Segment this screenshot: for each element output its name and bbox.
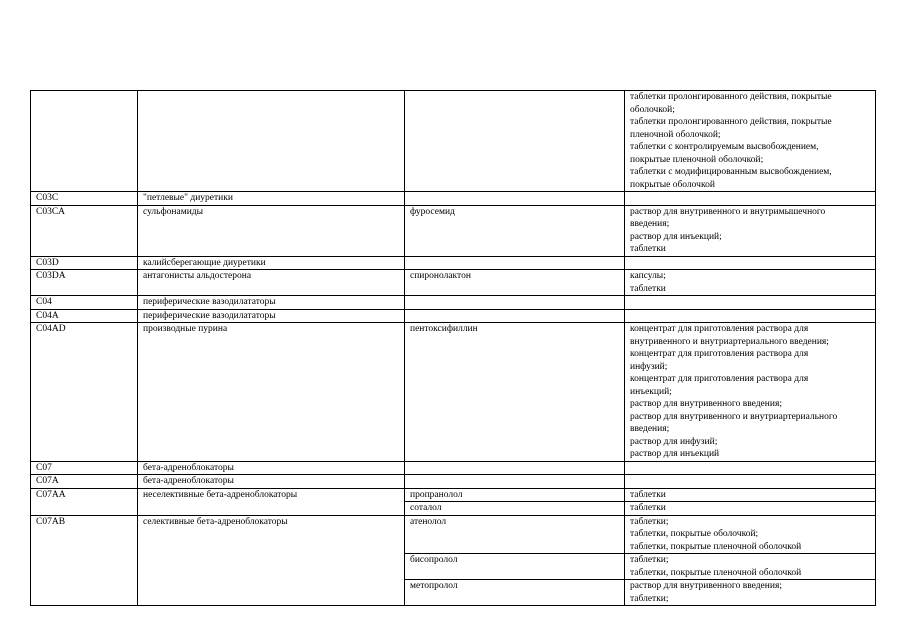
drug-name-cell: пентоксифиллин bbox=[405, 323, 625, 462]
dosage-forms-cell bbox=[625, 296, 876, 310]
dosage-forms-cell bbox=[625, 488, 876, 502]
drug-name-cell: фуросемид bbox=[405, 205, 625, 256]
drug-name-cell bbox=[405, 461, 625, 475]
atc-code-cell: C07 bbox=[31, 461, 138, 475]
dosage-form-line bbox=[630, 462, 870, 475]
dosage-form-line: раствор для внутривенного введения; bbox=[630, 581, 782, 591]
atc-group-cell: "петлевые" диуретики bbox=[138, 192, 405, 206]
dosage-form-line: инъекций; bbox=[630, 386, 672, 397]
table-row bbox=[31, 91, 876, 192]
table-body bbox=[31, 91, 876, 606]
atc-code-cell: C04 bbox=[31, 296, 138, 310]
dosage-form-line: таблетки; bbox=[630, 516, 669, 527]
atc-group-cell: бета-адреноблокаторы bbox=[138, 461, 405, 475]
dosage-forms-cell bbox=[625, 205, 876, 256]
table-row bbox=[31, 323, 876, 462]
atc-group-cell: периферические вазодилататоры bbox=[138, 296, 405, 310]
drug-name-cell bbox=[405, 91, 625, 192]
atc-group-cell: селективные бета-адреноблокаторы bbox=[138, 515, 405, 606]
dosage-form-line: таблетки bbox=[630, 489, 666, 500]
dosage-form-line: таблетки bbox=[630, 503, 666, 513]
dosage-form-line: таблетки, покрытые пленочной оболочкой bbox=[630, 541, 802, 552]
dosage-form-line: концентрат для приготовления раствора для bbox=[630, 349, 809, 359]
dosage-form-line: таблетки с контролируемым высвобождением, bbox=[630, 142, 819, 152]
atc-code-cell: C03C bbox=[31, 192, 138, 206]
dosage-forms-cell bbox=[625, 323, 876, 462]
dosage-form-line: введения; bbox=[630, 424, 670, 434]
dosage-forms-cell bbox=[625, 580, 876, 606]
dosage-form-line: пленочной оболочкой; bbox=[630, 129, 721, 140]
dosage-form-line bbox=[630, 475, 870, 488]
dosage-form-line: таблетки пролонгированного действия, покрытые bbox=[630, 117, 832, 127]
table-row bbox=[31, 515, 876, 554]
atc-group-cell: сульфонамиды bbox=[138, 205, 405, 256]
drug-name-cell bbox=[405, 192, 625, 206]
drug-name-cell bbox=[405, 475, 625, 489]
dosage-form-line: капсулы; bbox=[630, 271, 666, 281]
drug-name-cell: метопролол bbox=[405, 580, 625, 606]
atc-code-cell: C03D bbox=[31, 256, 138, 270]
dosage-forms-cell bbox=[625, 515, 876, 554]
dosage-form-line: раствор для внутривенного и внутримышечного bbox=[630, 206, 826, 217]
dosage-form-line: таблетки с модифицированным высвобождением, bbox=[630, 167, 832, 177]
atc-code-cell: C07AA bbox=[31, 488, 138, 515]
dosage-forms-cell bbox=[625, 270, 876, 296]
dosage-form-line: раствор для инфузий; bbox=[630, 436, 718, 447]
dosage-forms-cell bbox=[625, 475, 876, 489]
dosage-form-line: таблетки bbox=[630, 283, 666, 294]
dosage-form-line: раствор для инъекций bbox=[630, 449, 720, 459]
dosage-form-line: таблетки; bbox=[630, 593, 669, 604]
table-row bbox=[31, 256, 876, 270]
dosage-form-line: таблетки; bbox=[630, 555, 669, 565]
atc-code-cell: C04AD bbox=[31, 323, 138, 462]
dosage-form-line bbox=[630, 192, 870, 205]
table-row bbox=[31, 461, 876, 475]
table-row bbox=[31, 205, 876, 256]
atc-code-cell: C03DA bbox=[31, 270, 138, 296]
table-row bbox=[31, 192, 876, 206]
atc-code-cell: C03CA bbox=[31, 205, 138, 256]
table-row bbox=[31, 475, 876, 489]
drug-name-cell: спиронолактон bbox=[405, 270, 625, 296]
dosage-form-line: покрытые оболочкой bbox=[630, 179, 715, 190]
atc-code-cell: C07A bbox=[31, 475, 138, 489]
dosage-forms-cell bbox=[625, 256, 876, 270]
drug-name-cell bbox=[405, 256, 625, 270]
atc-group-cell: периферические вазодилататоры bbox=[138, 309, 405, 323]
dosage-form-line: таблетки bbox=[630, 244, 666, 254]
dosage-form-line: концентрат для приготовления раствора для bbox=[630, 374, 809, 384]
dosage-form-line: введения; bbox=[630, 219, 670, 229]
dosage-form-line: оболочкой; bbox=[630, 104, 675, 115]
drug-name-cell: бисопролол bbox=[405, 554, 625, 580]
dosage-forms-cell bbox=[625, 554, 876, 580]
atc-group-cell: антагонисты альдостерона bbox=[138, 270, 405, 296]
drug-name-cell: атенолол bbox=[405, 515, 625, 554]
atc-group-cell bbox=[138, 91, 405, 192]
drug-name-cell: соталол bbox=[405, 502, 625, 516]
table-row bbox=[31, 296, 876, 310]
dosage-form-line bbox=[630, 310, 870, 323]
dosage-forms-cell bbox=[625, 461, 876, 475]
drug-name-cell: пропранолол bbox=[405, 488, 625, 502]
table-row bbox=[31, 488, 876, 502]
dosage-form-line bbox=[630, 257, 870, 270]
drug-name-cell bbox=[405, 296, 625, 310]
dosage-form-line bbox=[630, 296, 870, 309]
drug-name-cell bbox=[405, 309, 625, 323]
dosage-form-line: таблетки, покрытые пленочной оболочкой bbox=[630, 567, 802, 578]
dosage-form-line: внутривенного и внутриартериального введения; bbox=[630, 336, 829, 347]
table-row bbox=[31, 270, 876, 296]
dosage-form-line: таблетки пролонгированного действия, покрытые bbox=[630, 92, 832, 102]
dosage-form-line: концентрат для приготовления раствора для bbox=[630, 324, 809, 334]
dosage-forms-cell bbox=[625, 91, 876, 192]
atc-group-cell: производные пурина bbox=[138, 323, 405, 462]
atc-code-cell: C07AB bbox=[31, 515, 138, 606]
atc-group-cell: калийсберегающие диуретики bbox=[138, 256, 405, 270]
dosage-forms-cell bbox=[625, 192, 876, 206]
atc-group-cell: бета-адреноблокаторы bbox=[138, 475, 405, 489]
atc-code-cell bbox=[31, 91, 138, 192]
dosage-form-line: покрытые пленочной оболочкой; bbox=[630, 154, 764, 165]
drug-table bbox=[30, 90, 876, 606]
dosage-form-line: раствор для внутривенного введения; bbox=[630, 399, 782, 409]
atc-code-cell: C04A bbox=[31, 309, 138, 323]
dosage-forms-cell bbox=[625, 309, 876, 323]
dosage-form-line: раствор для внутривенного и внутриартериального bbox=[630, 411, 838, 422]
dosage-form-line: таблетки, покрытые оболочкой; bbox=[630, 529, 759, 539]
dosage-form-line: инфузий; bbox=[630, 361, 668, 372]
dosage-form-line: раствор для инъекций; bbox=[630, 231, 722, 242]
table-row bbox=[31, 309, 876, 323]
dosage-forms-cell bbox=[625, 502, 876, 516]
atc-group-cell: неселективные бета-адреноблокаторы bbox=[138, 488, 405, 515]
